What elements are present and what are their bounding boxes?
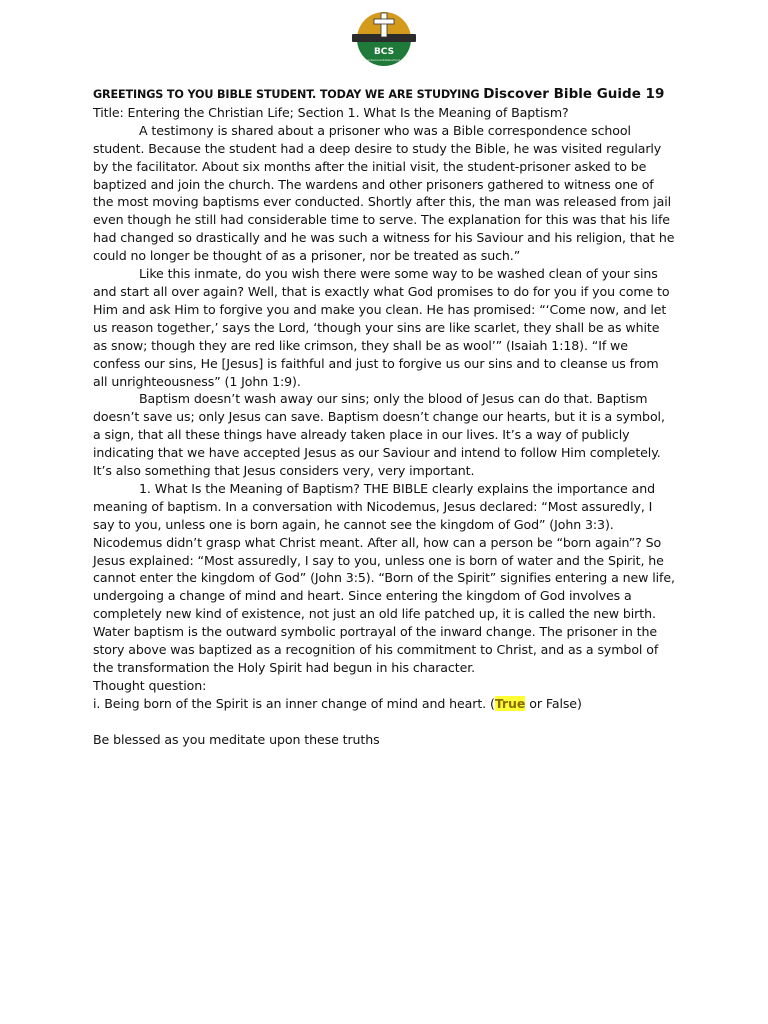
paragraph-meaning: 1. What Is the Meaning of Baptism? THE BIBLE clearly explains the importance and meaning of baptism. In a conversation with Nicodemus, Jesus declared: “Most assuredly, I say to you, unless one is born again, he cannot see the kingdom of God” (John 3:3). Nicodemus didn’t grasp what Christ meant. After all, how can a person be “born again”? So Jesus explained: “Most assuredly, I say to you, unless one is born of water and the Spirit, he cannot enter the kingdom of God” (John 3:5). “Born of the Spirit” signifies entering a new life, undergoing a change of mind and heart. Since entering the kingdom of God involves a completely new kind of existence, not just an old life patched up, it is called the new birth. Water baptism is the outward symbolic portrayal of the inward change. The prisoner in the story above was baptized as a recognition of his commitment to Christ, and as a symbol of the transformation the Holy Spirit had begun in his character.	[93, 480, 675, 675]
logo-tagline: www.discoverbibleschool.org	[362, 58, 406, 62]
logo-text: BCS	[373, 47, 395, 57]
blank-line	[93, 713, 675, 731]
thought-question-heading: Thought question:	[93, 677, 207, 693]
thought-question	[93, 695, 675, 713]
question-text: i. Being born of the Spirit is an inner change of mind and heart. (	[93, 695, 495, 711]
document-body	[93, 86, 675, 749]
paragraph-washed-clean: Like this inmate, do you wish there were some way to be washed clean of your sins and start all over again? Well, that is exactly what God promises to do for you if you come to Him and ask Him to forgive you and make you clean. He has promised: “‘Come now, and let us reason together,’ says the Lord, ‘though your sins are like scarlet, they shall be as white as snow; though they are red like crimson, they shall be as wool’” (Isaiah 1:18). “If we confess our sins, He [Jesus] is faithful and just to forgive us our sins and to cleanse us from all unrighteousness” (1 John 1:9).	[93, 266, 670, 389]
answer-highlight: True	[494, 695, 526, 711]
question-options: or False)	[525, 695, 582, 711]
greeting-text: GREETINGS TO YOU BIBLE STUDENT. TODAY WE ARE STUDYING	[93, 88, 484, 101]
paragraph-baptism-symbol: Baptism doesn’t wash away our sins; only the blood of Jesus can do that. Baptism doesn’t save us; only Jesus can save. Baptism doesn’t change our hearts, but it is a symbol, a sign, that all these things have already taken place in our lives. It’s a way of publicly indicating that we have accepted Jesus as our Saviour and intend to follow Him completely. It’s also something that Jesus considers very, very important.	[93, 391, 665, 479]
logo-emblem	[352, 12, 416, 66]
lesson-title: Title: Entering the Christian Life; Section 1. What Is the Meaning of Baptism?	[93, 104, 569, 120]
guide-title: Discover Bible Guide 19	[483, 86, 665, 102]
paragraph-testimony: A testimony is shared about a prisoner who was a Bible correspondence school student. Because the student had a deep desire to study the Bible, he was visited regularly by the facilitator. About six months after the initial visit, the student-prisoner asked to be baptized and join the church. The wardens and other prisoners gathered to witness one of the most moving baptisms ever conducted. Shortly after this, the man was released from jail even though he still had considerable time to serve. The explanation for this was that his life had changed so drastically and he was such a witness for his Saviour and his religion, that he could no longer be thought of as a prisoner, nor be treated as such.”	[93, 122, 675, 264]
greeting-line	[93, 86, 675, 104]
bcs-logo	[347, 8, 421, 70]
closing-line: Be blessed as you meditate upon these truths	[93, 731, 380, 747]
